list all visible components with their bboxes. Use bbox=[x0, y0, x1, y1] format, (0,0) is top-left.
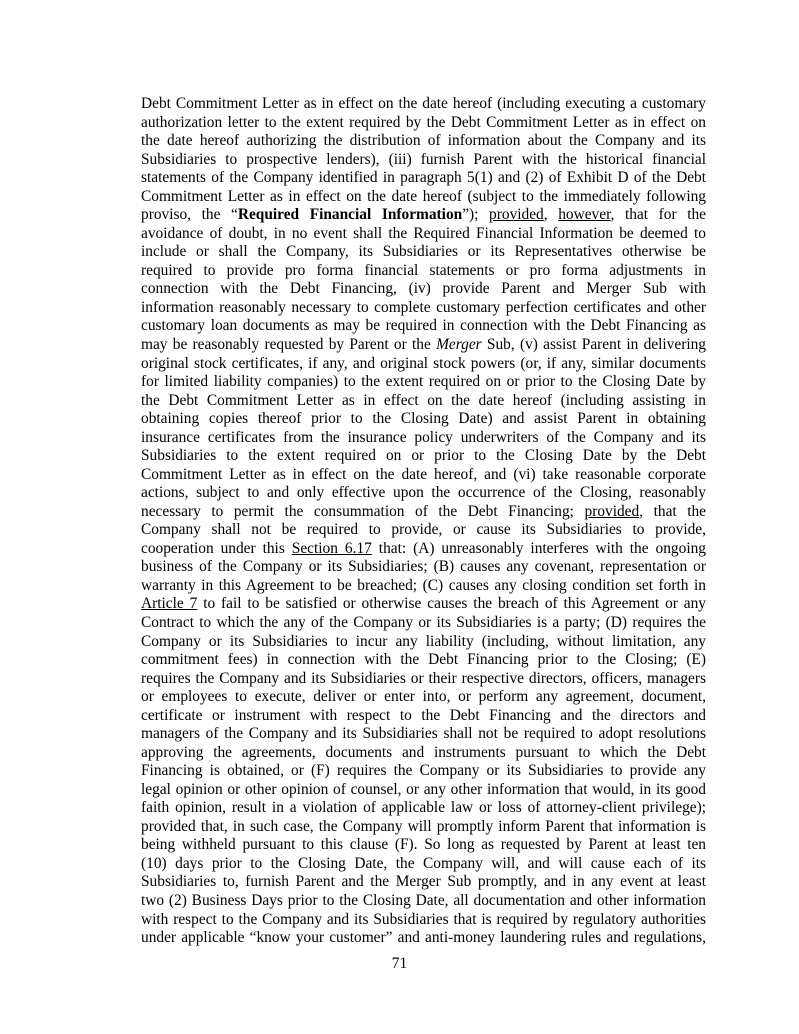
text-line: connection with the Debt Financing, (iv) provide Parent and Merger Sub with bbox=[141, 280, 706, 298]
text-line: Subsidiaries to, furnish Parent and the Merger Sub promptly, and in any event at least bbox=[141, 873, 706, 891]
text-line: or employees to execute, deliver or enter into, or perform any agreement, document, bbox=[141, 688, 706, 706]
text-line: managers of the Company and its Subsidiaries shall not be required to adopt resolutions bbox=[141, 725, 706, 743]
page-number: 71 bbox=[391, 955, 408, 972]
text-line: for limited liability companies) to the extent required on or prior to the Closing Date by bbox=[141, 373, 706, 390]
text-line: required to provide pro forma financial statements or pro forma adjustments in bbox=[141, 261, 706, 279]
text-line: commitment fees) in connection with the Debt Financing prior to the Closing; (E) bbox=[141, 651, 706, 668]
text-line: Article 7 to fail to be satisfied or otherwise causes the breach of this Agreement or any bbox=[141, 595, 706, 613]
text-line: statements of the Company identified in paragraph 5(1) and (2) of Exhibit D of the Debt bbox=[141, 169, 706, 187]
text-line: Debt Commitment Letter as in effect on the date hereof (including executing a customary bbox=[141, 95, 706, 112]
text-line: may be reasonably requested by Parent or the Merger Sub, (v) assist Parent in delivering bbox=[141, 335, 706, 353]
text-line: avoidance of doubt, in no event shall the Required Financial Information be deemed to bbox=[141, 224, 706, 242]
text-line: faith opinion, result in a violation of applicable law or loss of attorney-client privilege); bbox=[141, 799, 706, 817]
text-line: two (2) Business Days prior to the Closing Date, all documentation and other information bbox=[141, 891, 706, 909]
text-line: Commitment Letter as in effect on the date hereof, and (vi) take reasonable corporate bbox=[141, 465, 706, 483]
text-line: Company or its Subsidiaries to incur any liability (including, without limitation, any bbox=[141, 632, 706, 650]
text-line: obtaining copies thereof prior to the Closing Date) and assist Parent in obtaining bbox=[141, 410, 706, 428]
text-line: under applicable “know your customer” and anti-money laundering rules and regulations, bbox=[141, 929, 706, 946]
text-line: legal opinion or other opinion of counsel, or any other information that would, in its good bbox=[141, 780, 706, 798]
text-line: Financing is obtained, or (F) requires the Company or its Subsidiaries to provide any bbox=[141, 762, 706, 780]
text-line: Subsidiaries to the extent required on or prior to the Closing Date by the Debt bbox=[141, 447, 706, 465]
article-reference-link: Article 7 bbox=[141, 595, 198, 613]
text-line: with respect to the Company and its Subsidiaries that is required by regulatory authorities bbox=[141, 910, 706, 928]
text-line: necessary to permit the consummation of the Debt Financing; provided, that the bbox=[141, 502, 706, 520]
text-line: actions, subject to and only effective upon the occurrence of the Closing, reasonably bbox=[141, 484, 706, 502]
text-line: Subsidiaries to prospective lenders), (iii) furnish Parent with the historical financial bbox=[141, 150, 706, 168]
text-line: customary loan documents as may be required in connection with the Debt Financing as bbox=[141, 317, 706, 335]
text-line: (10) days prior to the Closing Date, the Company will, and will cause each of its bbox=[141, 854, 706, 872]
text-line: insurance certificates from the insurance policy underwriters of the Company and its bbox=[141, 428, 706, 446]
text-line: being withheld pursuant to this clause (F). So long as requested by Parent at least ten bbox=[141, 836, 706, 854]
text-line: provided that, in such case, the Company will promptly inform Parent that information is bbox=[141, 817, 706, 835]
text-line: the date hereof authorizing the distribution of information about the Company and its bbox=[141, 132, 706, 150]
text-line: information reasonably necessary to complete customary perfection certificates and other bbox=[141, 298, 706, 316]
section-reference-link: Section 6.17 bbox=[291, 539, 372, 557]
text-line: original stock certificates, if any, and original stock powers (or, if any, similar documents bbox=[141, 354, 706, 372]
text-line: approving the agreements, documents and instruments pursuant to which the Debt bbox=[141, 743, 706, 761]
text-line: warranty in this Agreement to be breached; (C) causes any closing condition set forth in bbox=[141, 576, 706, 594]
text-line: proviso, the “Required Financial Information”); provided, however, that for the bbox=[141, 206, 706, 224]
text-line: Company shall not be required to provide, or cause its Subsidiaries to provide, bbox=[141, 521, 706, 539]
text-line: business of the Company or its Subsidiaries; (B) causes any covenant, representation or bbox=[141, 558, 706, 576]
text-line: the Debt Commitment Letter as in effect on the date hereof (including assisting in bbox=[141, 391, 706, 409]
text-line: include or shall the Company, its Subsidiaries or its Representatives otherwise be bbox=[141, 243, 706, 261]
underlined-however: however bbox=[558, 206, 611, 224]
underlined-provided: provided bbox=[584, 502, 640, 520]
text-line: authorization letter to the extent required by the Debt Commitment Letter as in effect on bbox=[141, 113, 706, 131]
text-line: cooperation under this Section 6.17 that: (A) unreasonably interferes with the ongoing bbox=[141, 539, 706, 557]
text-line: requires the Company and its Subsidiaries or their respective directors, officers, managers bbox=[141, 669, 706, 687]
text-line: Commitment Letter as in effect on the date hereof (subject to the immediately following bbox=[141, 187, 706, 205]
text-line: certificate or instrument with respect to the Debt Financing and the directors and bbox=[141, 706, 706, 724]
underlined-provided: provided bbox=[489, 206, 544, 224]
italic-merger: Merger bbox=[436, 335, 482, 353]
defined-term-required-financial-information: Required Financial Information bbox=[237, 206, 463, 224]
text-line: Contract to which the any of the Company or its Subsidiaries is a party; (D) requires the bbox=[141, 613, 706, 631]
